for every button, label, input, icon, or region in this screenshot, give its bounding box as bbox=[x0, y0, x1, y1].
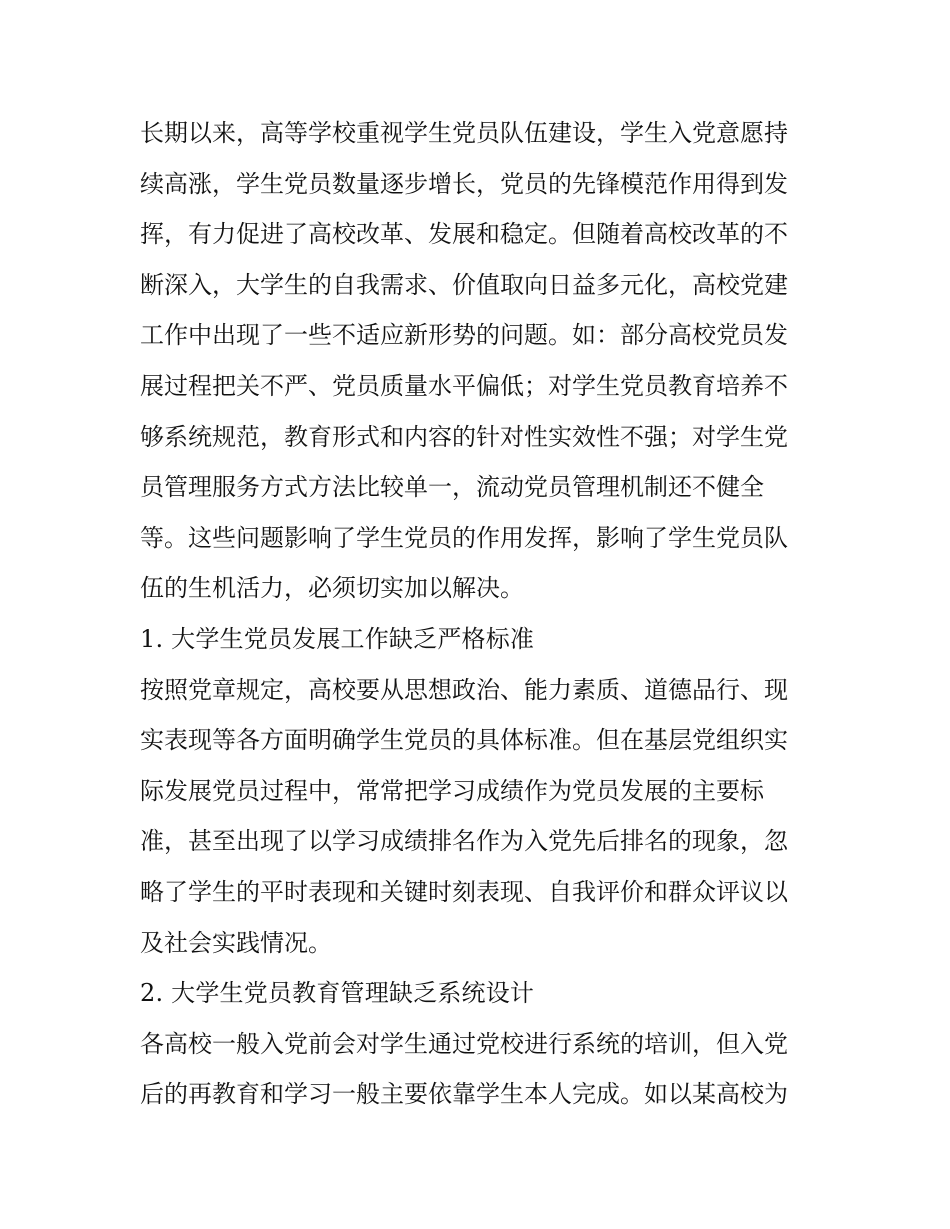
text-line: 长期以来，高等学校重视学生党员队伍建设，学生入党意愿持 bbox=[140, 119, 788, 147]
text-line: 工作中出现了一些不适应新形势的问题。如：部分高校党员发 bbox=[140, 321, 788, 350]
document-body bbox=[140, 108, 830, 1120]
text-line: 实表现等各方面明确学生党员的具体标准。但在基层党组织实 bbox=[140, 726, 788, 755]
text-line: 挥，有力促进了高校改革、发展和稳定。但随着高校改革的不 bbox=[140, 220, 788, 249]
section-heading: 1. 大学生党员发展工作缺乏严格标准 bbox=[140, 624, 535, 653]
text-line: 断深入，大学生的自我需求、价值取向日益多元化，高校党建 bbox=[140, 270, 788, 299]
text-line: 准，甚至出现了以学习成绩排名作为入党先后排名的现象，忽 bbox=[140, 827, 788, 856]
text-line: 续高涨，学生党员数量逐步增长，党员的先锋模范作用得到发 bbox=[140, 169, 788, 198]
text-line: 后的再教育和学习一般主要依靠学生本人完成。如以某高校为 bbox=[140, 1080, 788, 1109]
text-line: 展过程把关不严、党员质量水平偏低；对学生党员教育培养不 bbox=[140, 371, 788, 400]
text-line: 及社会实践情况。 bbox=[140, 928, 332, 957]
text-line: 伍的生机活力，必须切实加以解决。 bbox=[140, 574, 524, 603]
text-line: 际发展党员过程中，常常把学习成绩作为党员发展的主要标 bbox=[140, 776, 764, 805]
section-heading: 2. 大学生党员教育管理缺乏系统设计 bbox=[140, 979, 535, 1008]
text-line: 员管理服务方式方法比较单一，流动党员管理机制还不健全 bbox=[140, 473, 764, 502]
text-line: 略了学生的平时表现和关键时刻表现、自我评价和群众评议以 bbox=[140, 877, 788, 906]
text-line: 够系统规范，教育形式和内容的针对性实效性不强；对学生党 bbox=[140, 422, 788, 451]
text-line: 按照党章规定，高校要从思想政治、能力素质、道德品行、现 bbox=[140, 675, 788, 704]
text-line: 各高校一般入党前会对学生通过党校进行系统的培训，但入党 bbox=[140, 1029, 788, 1058]
text-line: 等。这些问题影响了学生党员的作用发挥，影响了学生党员队 bbox=[140, 523, 788, 552]
